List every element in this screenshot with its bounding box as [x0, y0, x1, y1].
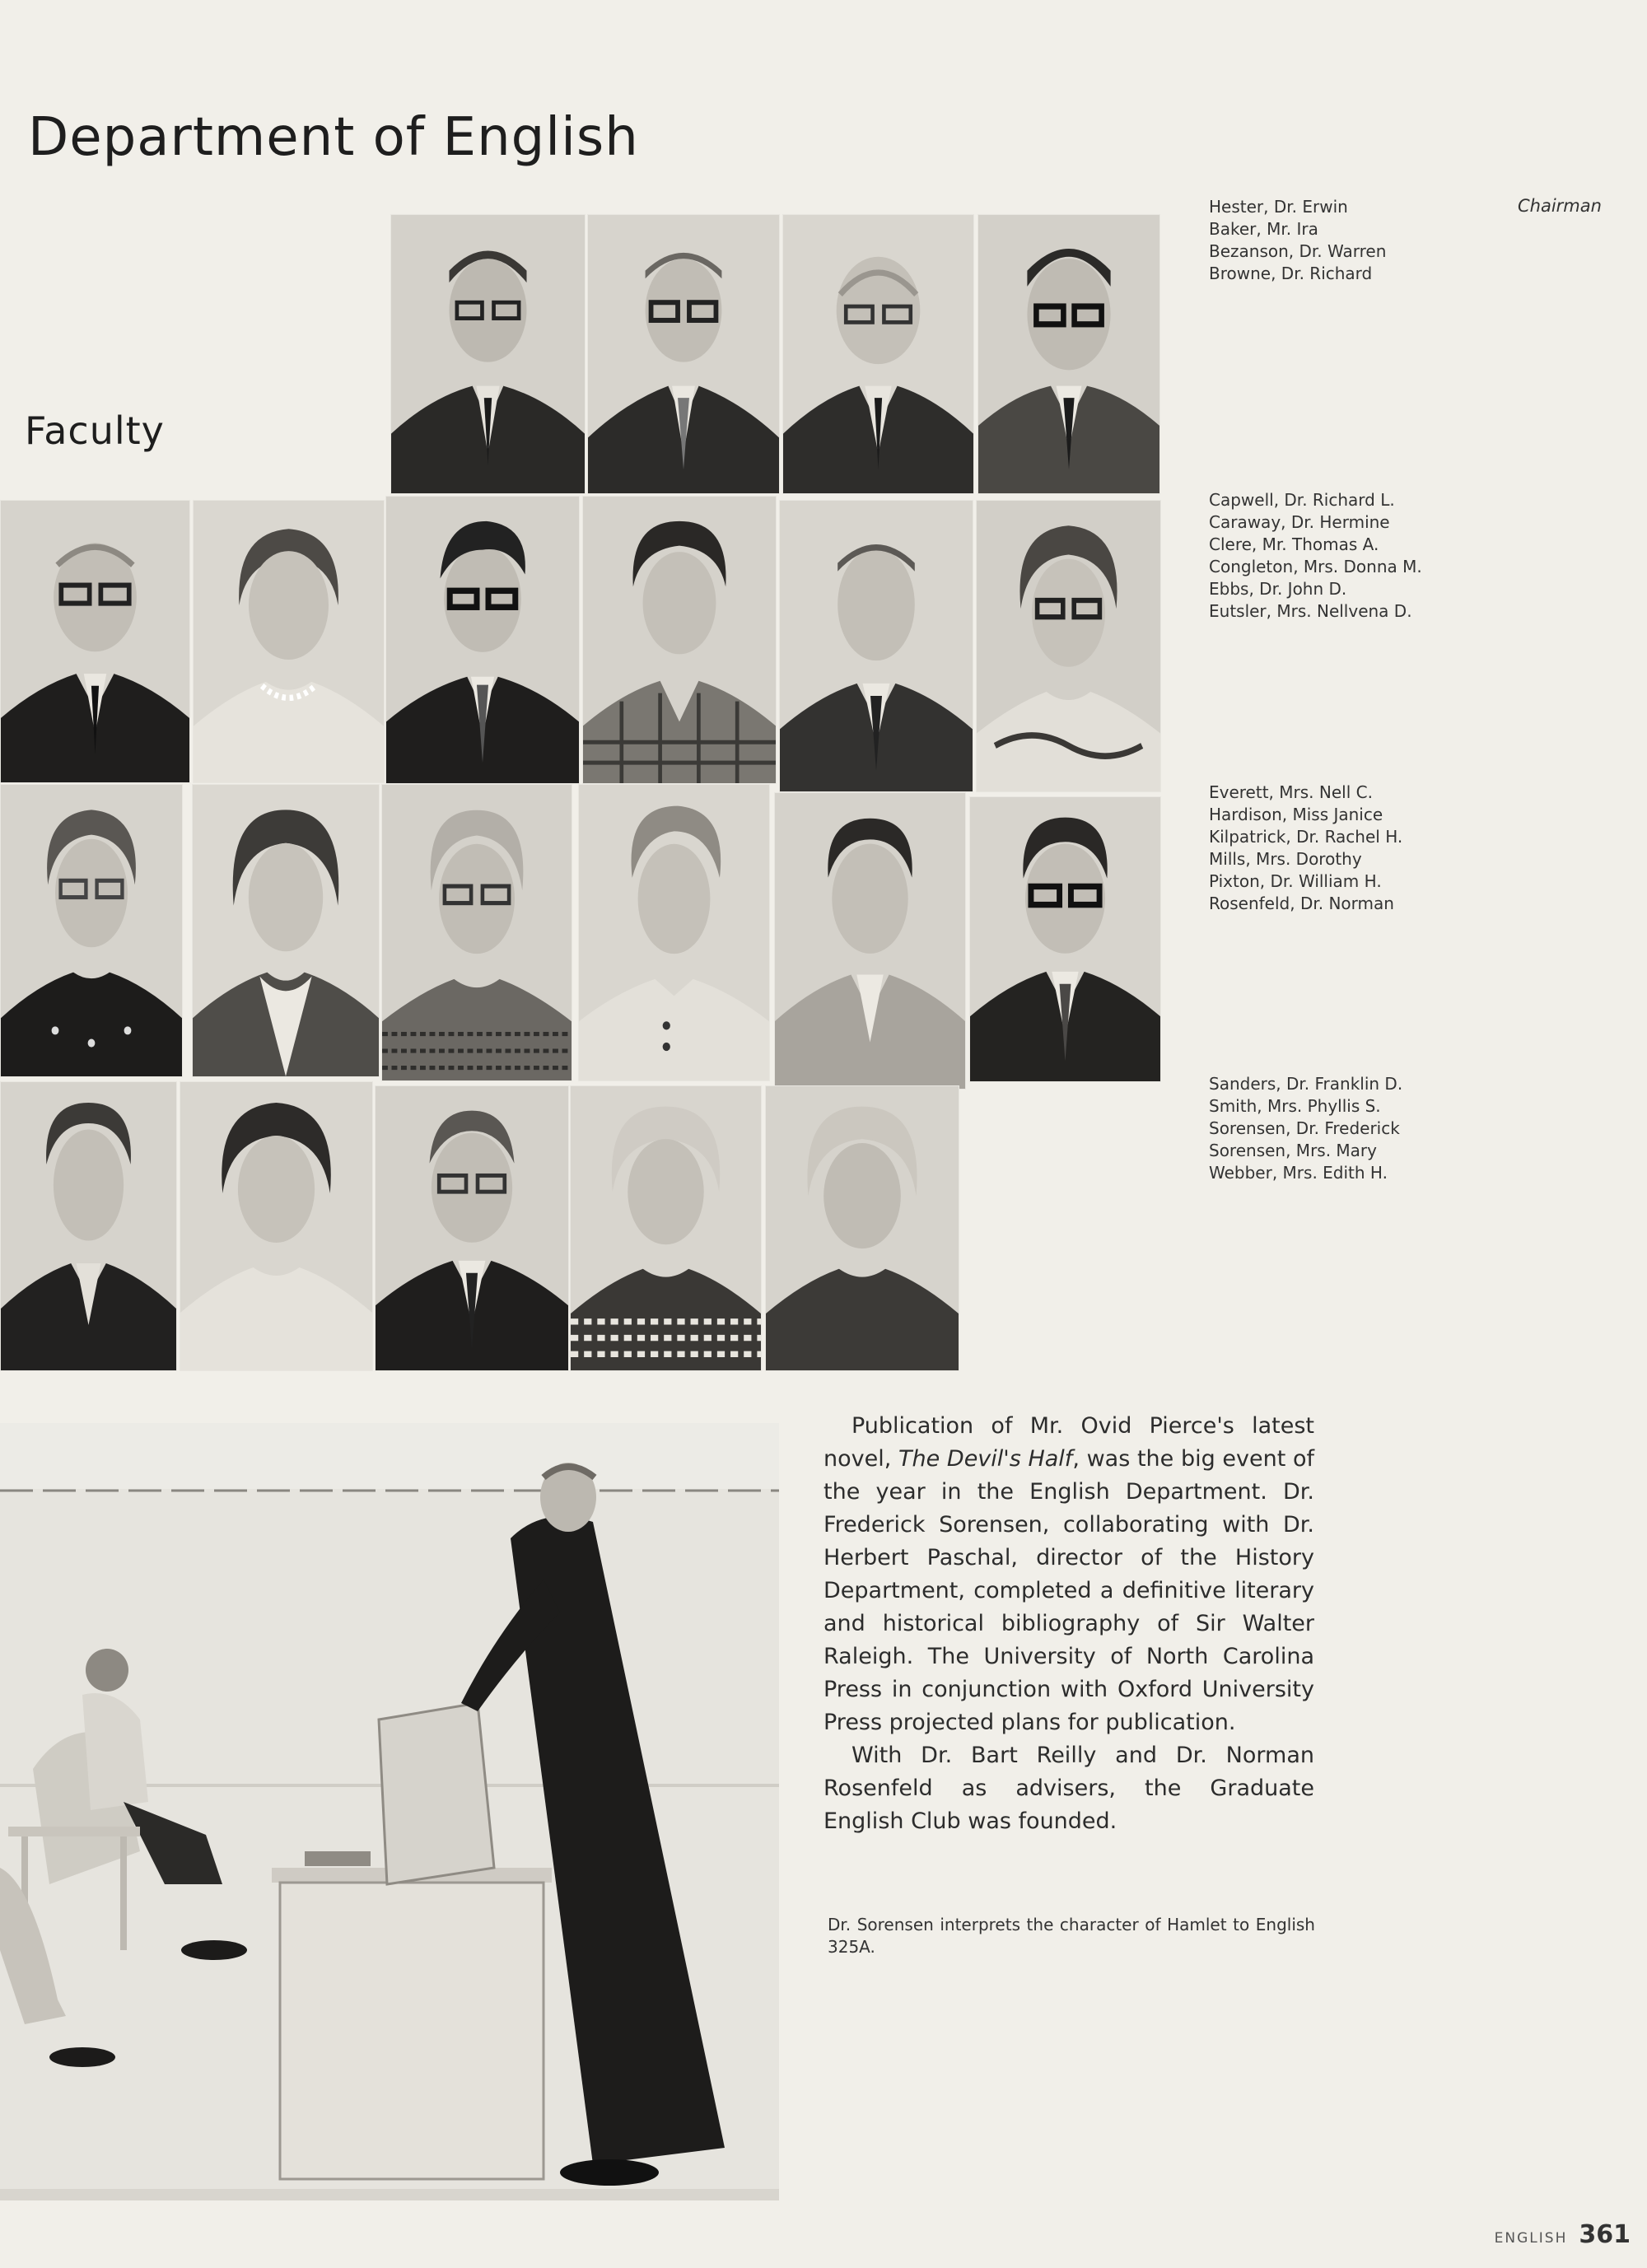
faculty-portrait: [570, 1085, 762, 1371]
faculty-portrait: [375, 1085, 569, 1371]
faculty-name: Baker, Mr. Ira: [1209, 219, 1318, 239]
faculty-portrait: [969, 796, 1161, 1082]
faculty-portrait: [765, 1085, 959, 1371]
faculty-name: Browne, Dr. Richard: [1209, 264, 1373, 283]
faculty-name: Sorensen, Dr. Frederick: [1209, 1118, 1400, 1138]
faculty-name: Hardison, Miss Janice: [1209, 805, 1383, 824]
faculty-name: Capwell, Dr. Richard L.: [1209, 490, 1395, 510]
name-list-row-1: [1209, 196, 1386, 285]
photo-caption: Dr. Sorensen interprets the character of Hamlet to English 325A.: [828, 1915, 1315, 1957]
article-paragraph: [824, 1410, 1314, 1739]
article-text: [824, 1410, 1314, 1838]
faculty-portrait: [977, 214, 1160, 494]
faculty-portrait: [385, 496, 580, 784]
faculty-portrait: [180, 1081, 373, 1371]
page-title: Department of English: [28, 107, 639, 168]
faculty-portrait: [578, 784, 770, 1081]
faculty-name: Kilpatrick, Dr. Rachel H.: [1209, 827, 1403, 847]
faculty-name: Eutsler, Mrs. Nellvena D.: [1209, 601, 1412, 621]
faculty-portrait: [587, 214, 780, 494]
faculty-name: Ebbs, Dr. John D.: [1209, 579, 1347, 599]
faculty-portrait: [0, 500, 190, 783]
faculty-portrait: [779, 500, 973, 792]
folio-section: ENGLISH: [1494, 2230, 1568, 2247]
faculty-name: Mills, Mrs. Dorothy: [1209, 849, 1362, 869]
page-folio: [1495, 2220, 1631, 2249]
faculty-portrait: [774, 792, 966, 1090]
faculty-portrait: [192, 784, 380, 1077]
faculty-portrait: [193, 500, 385, 783]
faculty-portrait: [381, 784, 572, 1081]
book-title: The Devil's Half: [898, 1446, 1073, 1472]
chairman-label: Chairman: [1518, 196, 1602, 216]
faculty-portrait: [390, 214, 586, 494]
page-number: 361: [1579, 2220, 1631, 2249]
faculty-name: Bezanson, Dr. Warren: [1209, 241, 1387, 261]
faculty-name: Congleton, Mrs. Donna M.: [1209, 557, 1422, 576]
faculty-name: Hester, Dr. Erwin: [1209, 197, 1348, 217]
faculty-name: Pixton, Dr. William H.: [1209, 871, 1382, 891]
faculty-name: Sorensen, Mrs. Mary: [1209, 1141, 1377, 1160]
article-text-run: Publication of Mr. Ovid Pierce's latest novel,: [824, 1413, 1314, 1472]
faculty-name: Smith, Mrs. Phyllis S.: [1209, 1096, 1381, 1116]
faculty-name: Webber, Mrs. Edith H.: [1209, 1163, 1388, 1183]
article-paragraph: With Dr. Bart Reilly and Dr. Norman Rosenfeld as advisers, the Graduate English Club was founded.: [824, 1743, 1314, 1834]
faculty-portrait: [782, 214, 974, 494]
faculty-name: Rosenfeld, Dr. Norman: [1209, 894, 1394, 913]
name-list-row-2: [1209, 489, 1422, 623]
faculty-name: Sanders, Dr. Franklin D.: [1209, 1074, 1403, 1094]
name-list-row-3: [1209, 782, 1402, 915]
article-text-run: , was the big event of the year in the English Department. Dr. Frederick Sorensen, collaborating with Dr. Herbert Paschal, director of the History Department, completed a definitive literary and historical bibliography of Sir Walter Raleigh. The University of North Carolina Press in conjunction with Oxford University Press projected plans for publication.: [824, 1446, 1315, 1735]
faculty-portrait: [0, 784, 183, 1077]
faculty-portrait: [976, 500, 1161, 792]
faculty-name: Clere, Mr. Thomas A.: [1209, 534, 1379, 554]
faculty-name: Everett, Mrs. Nell C.: [1209, 782, 1373, 802]
classroom-photo: [0, 1423, 779, 2200]
faculty-name: Caraway, Dr. Hermine: [1209, 512, 1390, 532]
faculty-portrait: [0, 1081, 177, 1371]
faculty-portrait: [582, 496, 777, 784]
name-list-row-4: [1209, 1073, 1402, 1184]
section-title-faculty: Faculty: [25, 408, 165, 453]
